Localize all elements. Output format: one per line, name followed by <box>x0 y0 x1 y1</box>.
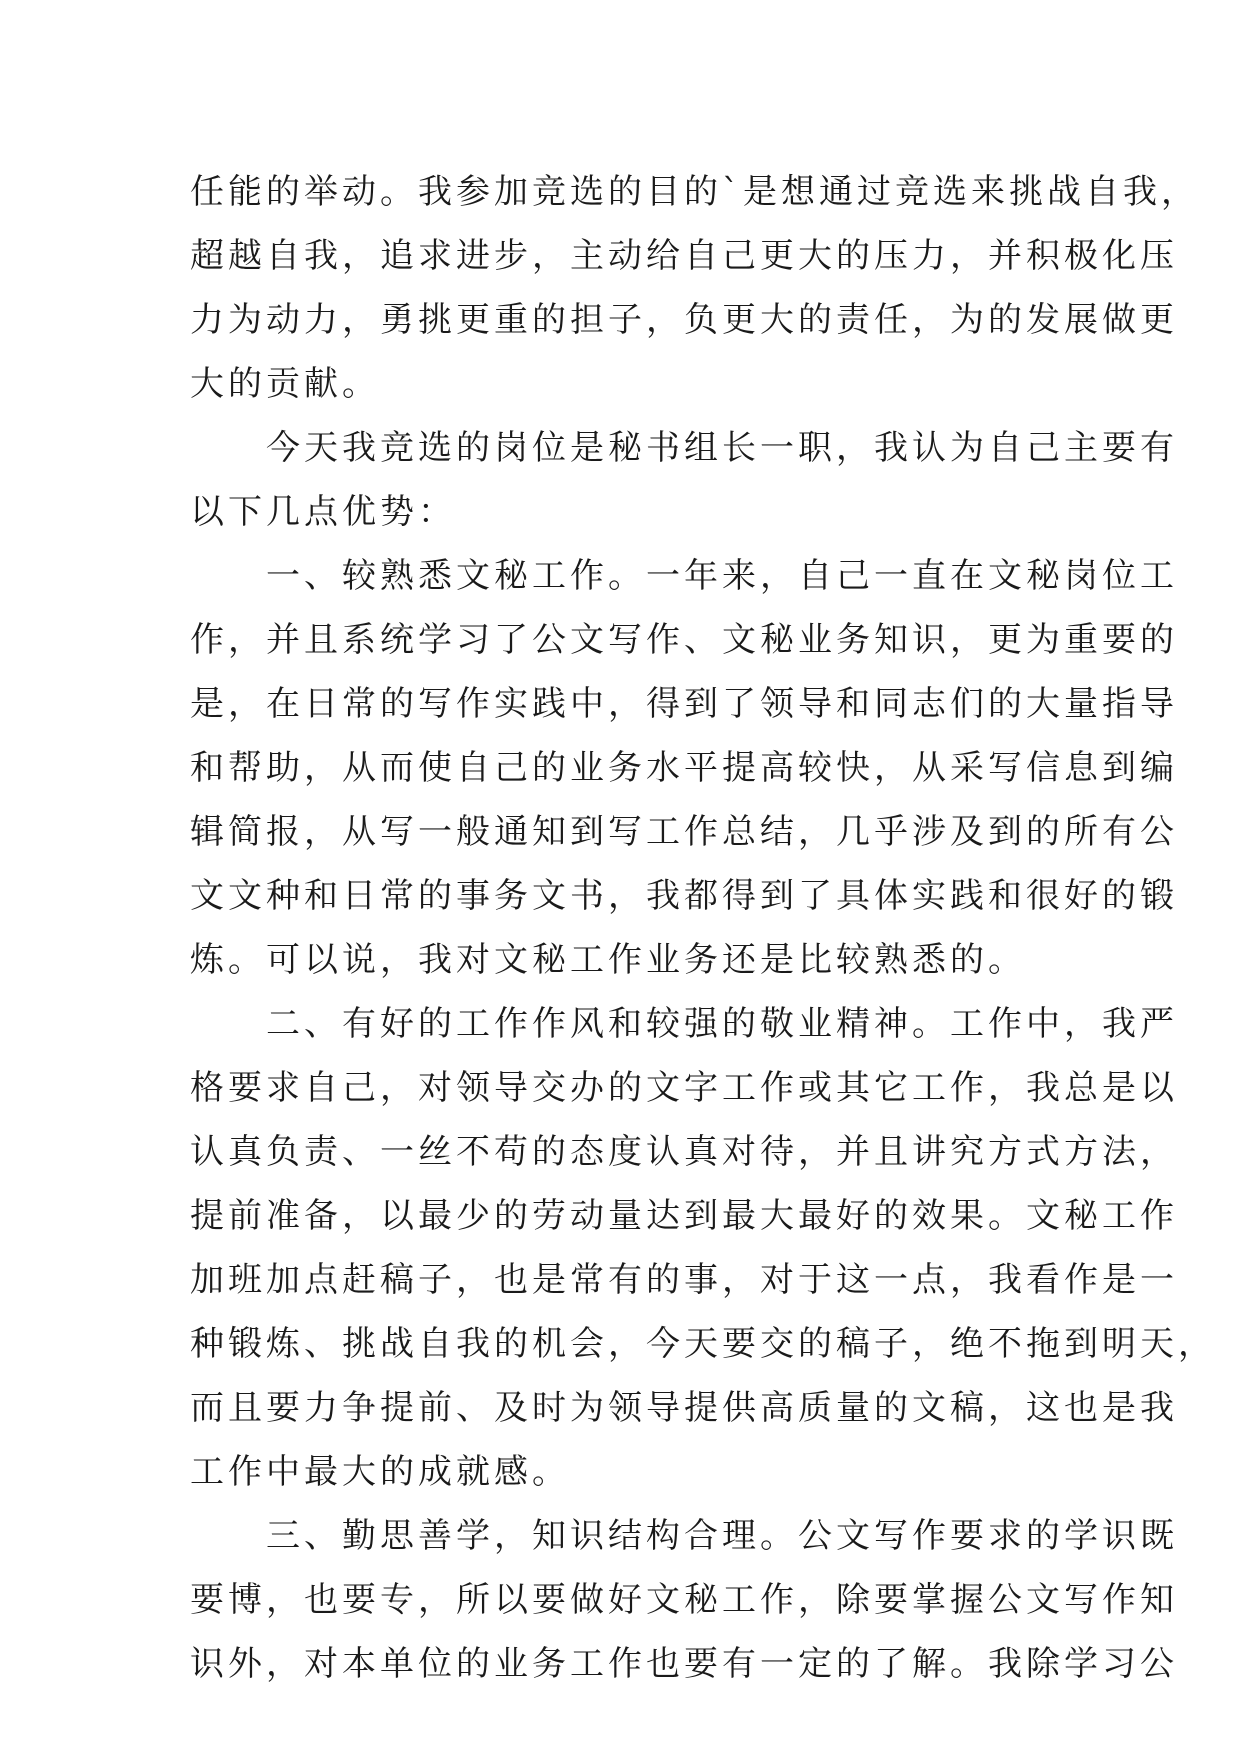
text-line: 大的贡献。 <box>190 364 380 404</box>
text-line: 力为动力，勇挑更重的担子，负更大的责任，为的发展做更 <box>190 300 1178 340</box>
text-line: 工作中最大的成就感。 <box>190 1452 570 1492</box>
text-line: 文文种和日常的事务文书，我都得到了具体实践和很好的锻 <box>190 876 1178 916</box>
text-line: 识外，对本单位的业务工作也要有一定的了解。我除学习公 <box>190 1644 1178 1684</box>
text-line: 三、勤思善学，知识结构合理。公文写作要求的学识既 <box>190 1516 1178 1556</box>
text-line: 提前准备，以最少的劳动量达到最大最好的效果。文秘工作 <box>190 1196 1178 1236</box>
text-line: 而且要力争提前、及时为领导提供高质量的文稿，这也是我 <box>190 1388 1178 1428</box>
text-line: 以下几点优势： <box>190 492 456 532</box>
text-line: 和帮助，从而使自己的业务水平提高较快，从采写信息到编 <box>190 748 1178 788</box>
document-body <box>190 160 1216 1696</box>
text-line: 超越自我，追求进步，主动给自己更大的压力，并积极化压 <box>190 236 1178 276</box>
text-line: 今天我竞选的岗位是秘书组长一职，我认为自己主要有 <box>190 428 1178 468</box>
text-line: 一、较熟悉文秘工作。一年来，自己一直在文秘岗位工 <box>190 556 1178 596</box>
text-line: 认真负责、一丝不苟的态度认真对待，并且讲究方式方法， <box>190 1132 1178 1172</box>
text-line: 辑简报，从写一般通知到写工作总结，几乎涉及到的所有公 <box>190 812 1178 852</box>
text-line: 作，并且系统学习了公文写作、文秘业务知识，更为重要的 <box>190 620 1178 660</box>
text-line: 是，在日常的写作实践中，得到了领导和同志们的大量指导 <box>190 684 1178 724</box>
text-line: 加班加点赶稿子，也是常有的事，对于这一点，我看作是一 <box>190 1260 1178 1300</box>
text-line: 二、有好的工作作风和较强的敬业精神。工作中，我严 <box>190 1004 1178 1044</box>
text-line: 任能的举动。我参加竞选的目的`是想通过竞选来挑战自我， <box>190 172 1199 212</box>
text-line: 要博，也要专，所以要做好文秘工作，除要掌握公文写作知 <box>190 1580 1178 1620</box>
text-line: 炼。可以说，我对文秘工作业务还是比较熟悉的。 <box>190 940 1026 980</box>
text-line: 格要求自己，对领导交办的文字工作或其它工作，我总是以 <box>190 1068 1178 1108</box>
text-line: 种锻炼、挑战自我的机会，今天要交的稿子，绝不拖到明天， <box>190 1324 1216 1364</box>
